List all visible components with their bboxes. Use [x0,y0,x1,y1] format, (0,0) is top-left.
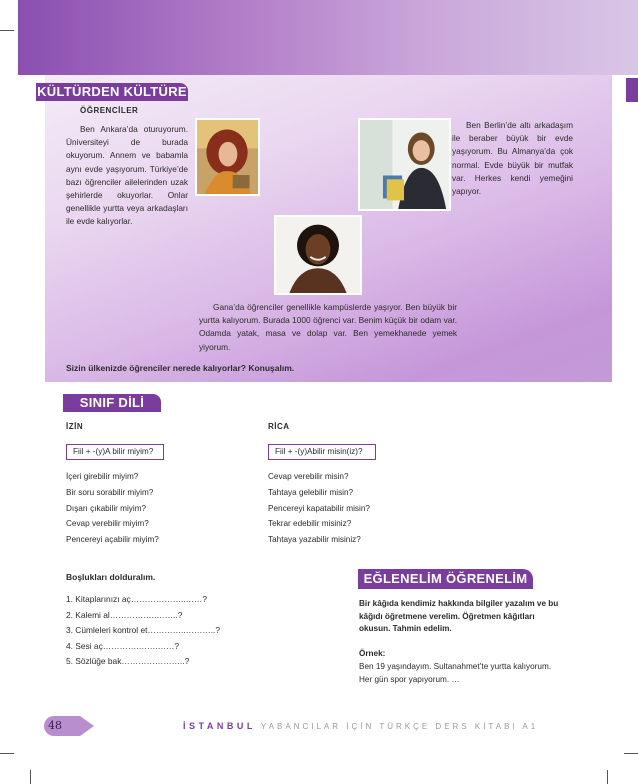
crop-mark [0,30,14,31]
izin-heading: İZİN [66,422,84,431]
rica-formula: Fiil + -(y)Abilir misin(iz)? [268,444,376,460]
izin-item: Pencereyi açabilir miyim? [66,535,159,545]
edge-tab [626,78,638,102]
crop-mark [0,753,14,754]
ankara-paragraph: Ben Ankara’da oturuyorum. Üniversiteyi de burada okuyorum. Annem ve babamla aynı evde yaşıyorum. Türkiye’de bazı öğrenciler ailelerinden uzak şehirlerde okuyorlar. Onlar genellikle yurtta veya arkadaşları ile evde kalıyorlar. [66,124,188,227]
bosluk-list [66,592,220,670]
kultur-section-title: KÜLTÜRDEN KÜLTÜRE [37,84,187,99]
rica-item: Tahtaya gelebilir misin? [268,487,354,497]
rica-item: Tekrar edebilir misiniz? [268,519,352,529]
student-photo-ankara [195,118,260,196]
gana-paragraph: Gana’da öğrenciler genellikle kampüslerde yaşıyor. Ben büyük bir yurtta kalıyorum. Burada 1000 öğrenci var. Benim küçük bir odam var. Odamda yatak, masa ve dolap var. Ben yemekhanede yemek yiyorum. [199,302,457,352]
bosluk-item: 3. Cümleleri kontrol et…………..………..? [66,625,221,636]
eglenelim-title: EĞLENELİM ÖĞRENELİM [358,569,533,589]
izin-item: Dışarı çıkabilir miyim? [66,503,147,513]
crop-mark [30,770,31,784]
izin-item: İçeri girebilir miyim? [66,472,139,481]
footer-title [183,721,538,731]
berlin-paragraph: Ben Berlin’de altı arkadaşım ile beraber büyük bir evde yaşıyorum. Bu Almanya’da çok normal. Evde büyük bir mutfak var. Herkes kendi yemeğini yapıyor. [452,120,573,197]
rica-item: Cevap verebilir misin? [268,472,349,481]
sinif-dili-title: SINIF DİLİ [63,394,161,412]
ogrenciler-heading: ÖĞRENCİLER [80,106,139,115]
bosluk-item: 1. Kitaplarınızı aç………………..……? [66,594,208,604]
bosluk-item: 2. Kalemi al……………..……..? [66,609,183,620]
eglenelim-instruction: Bir kâğıda kendimiz hakkında bilgiler yazalım ve bu kâğıdı öğretmene verelim. Öğretmen kâğıtları okusun. Tahmin edelim. [359,599,559,634]
student-photo-berlin [358,118,451,211]
rica-list [268,469,370,548]
bosluk-item: 4. Sesi aç………….…….……? [66,640,180,651]
rica-heading: RİCA [268,422,290,431]
header-band [18,0,638,75]
bosluk-item: 5. Sözlüğe bak…………………..? [66,656,190,667]
discussion-question: Sizin ülkenizde öğrenciler nerede kalıyorlar? Konuşalım. [66,363,295,373]
izin-item: Cevap verebilir miyim? [66,519,149,529]
crop-mark [624,753,638,754]
page-number: 48 [48,719,62,732]
izin-formula: Fiil + -(y)A bilir miyim? [66,444,164,460]
student-photo-gana [274,215,362,295]
example-text: Ben 19 yaşındayım. Sultanahmet’te yurtta kalıyorum. Her gün spor yapıyorum. … [359,662,552,684]
footer-subtitle: YABANCILAR İÇİN TÜRKÇE DERS KİTABI A1 [260,722,539,731]
example-label: Örnek: [359,649,386,658]
crop-mark [607,770,608,784]
izin-item: Bir soru sorabilir miyim? [66,487,154,497]
footer-brand: İSTANBUL [183,721,256,731]
rica-item: Tahtaya yazabilir misiniz? [268,535,361,545]
izin-list [66,469,159,548]
rica-item: Pencereyi kapatabilir misin? [268,503,370,513]
bosluk-heading: Boşlukları dolduralım. [66,572,156,582]
